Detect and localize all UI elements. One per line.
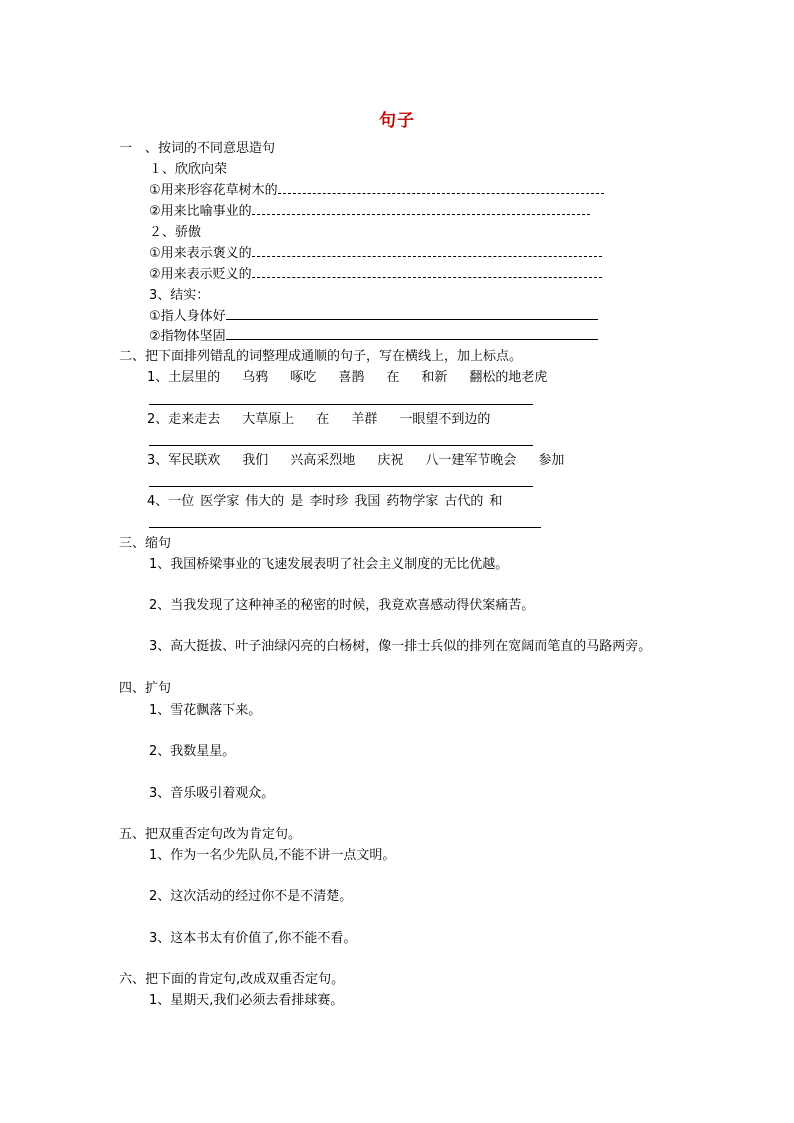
- s1-item-1b: ②用来比喻事业的: [149, 203, 590, 221]
- s1-item-1: １、欣欣向荣: [149, 162, 228, 177]
- s1-item-1a: ①用来形容花草树木的: [149, 182, 604, 200]
- s5-question-2: 2、这次活动的经过你不是不清楚。: [149, 889, 353, 904]
- page-title: 句子: [379, 111, 415, 131]
- s2-question-3: 3、军民联欢 我们 兴高采烈地 庆祝 八一建军节晚会 参加: [147, 453, 565, 468]
- s6-question-1: 1、星期天,我们必须去看排球赛。: [149, 993, 344, 1008]
- answer-blank[interactable]: [252, 245, 602, 257]
- s1-item-3: 3、结实：: [149, 288, 210, 303]
- s3-question-2: 2、当我发现了这种神圣的秘密的时候，我竟欢喜感动得伏案痛苦。: [149, 598, 535, 613]
- section-4-heading: 四、扩句: [119, 681, 172, 696]
- s2-question-1: 1、土层里的 乌鸦 啄吃 喜鹊 在 和新 翻松的地老虎: [147, 370, 548, 385]
- answer-line[interactable]: [226, 307, 598, 320]
- s5-question-3: 3、这本书太有价值了,你不能不看。: [149, 931, 357, 946]
- s4-question-2: 2、我数星星。: [149, 744, 236, 759]
- section-6-heading: 六、把下面的肯定句,改成双重否定句。: [119, 972, 345, 987]
- section-1-heading: 一 、按词的不同意思造句: [119, 141, 276, 156]
- s1-item-2b: ②用来表示贬义的: [149, 266, 602, 284]
- section-2-heading: 二、把下面排列错乱的词整理成通顺的句子，写在横线上，加上标点。: [119, 349, 523, 364]
- answer-line[interactable]: [226, 327, 598, 340]
- s3-question-1: 1、我国桥梁事业的飞速发展表明了社会主义制度的无比优越。: [149, 557, 509, 572]
- section-5-heading: 五、把双重否定句改为肯定句。: [119, 827, 302, 842]
- s1-item-2a: ①用来表示褒义的: [149, 245, 602, 263]
- s1-item-3b: ②指物体坚固: [149, 327, 598, 346]
- answer-line[interactable]: [149, 404, 533, 405]
- s4-question-1: 1、雪花飘落下来。: [149, 703, 262, 718]
- s2-question-4: 4、一位 医学家 伟大的 是 李时珍 我国 药物学家 古代的 和: [147, 494, 503, 509]
- s2-question-2: 2、走来走去 大草原上 在 羊群 一眼望不到边的: [147, 412, 491, 427]
- answer-line[interactable]: [149, 445, 533, 446]
- answer-line[interactable]: [149, 527, 541, 528]
- s4-question-3: 3、音乐吸引着观众。: [149, 786, 275, 801]
- answer-blank[interactable]: [278, 182, 604, 194]
- answer-blank[interactable]: [252, 203, 590, 215]
- s1-item-2: ２、骄傲: [149, 225, 202, 240]
- section-3-heading: 三、缩句: [119, 536, 172, 551]
- answer-line[interactable]: [149, 486, 533, 487]
- s1-item-3a: ①指人身体好: [149, 307, 598, 326]
- s3-question-3: 3、高大挺拔、叶子油绿闪亮的白杨树，像一排士兵似的排列在宽阔而笔直的马路两旁。: [149, 639, 652, 654]
- answer-blank[interactable]: [252, 266, 602, 278]
- s5-question-1: 1、作为一名少先队员,不能不讲一点文明。: [149, 848, 396, 863]
